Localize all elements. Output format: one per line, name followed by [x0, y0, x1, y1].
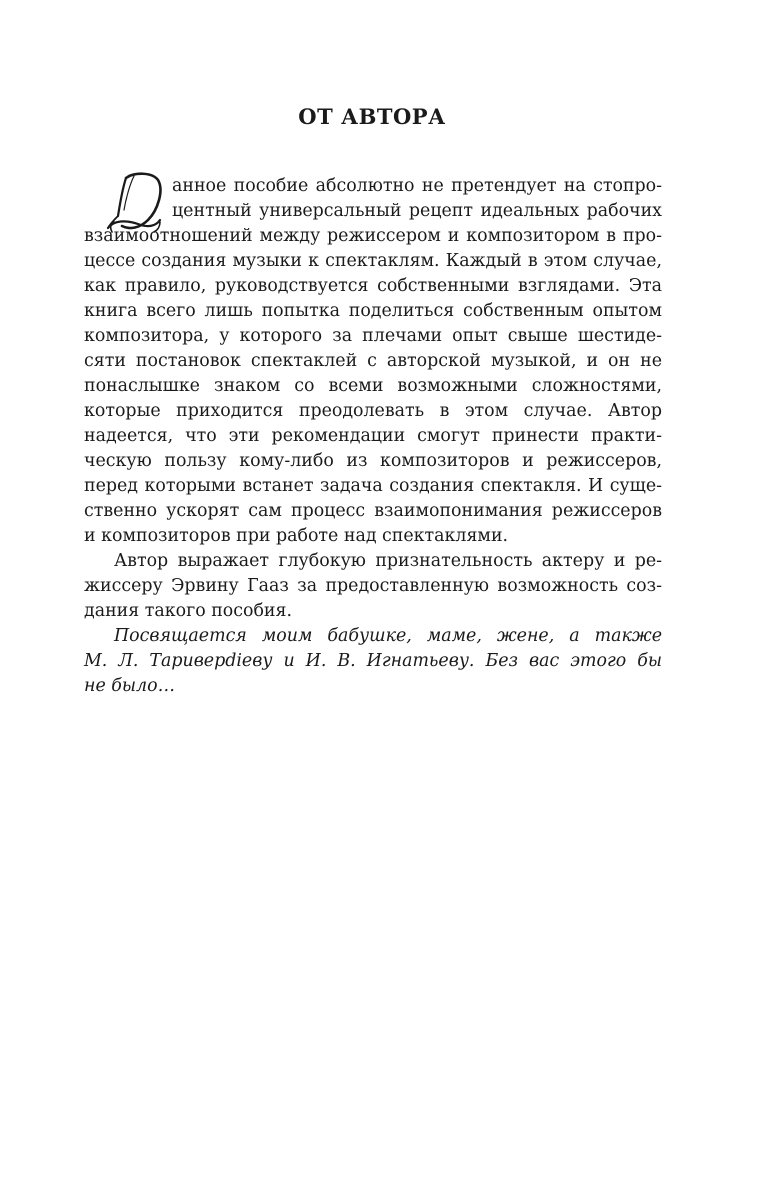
p1-line-14: ственно ускорят сам процесс взаимопонимания режиссеров — [84, 501, 662, 521]
p1-line-4: цессе создания музыки к спектаклям. Каждый в этом случае, — [84, 251, 662, 271]
p1-line-11: надеется, что эти рекомендации смогут принести практи- — [84, 426, 662, 446]
p1-line-7: композитора, у которого за плечами опыт свыше шестиде- — [84, 326, 662, 346]
page-title: ОТ АВТОРА — [298, 104, 446, 129]
p1-line-5: как правило, руководствуется собственными взглядами. Эта — [84, 276, 662, 296]
p1-line-12: ческую пользу кому-либо из композиторов и режиссеров, — [84, 451, 662, 471]
p1-line-10: которые приходится преодолевать в этом случае. Автор — [84, 401, 662, 421]
p3-line-2: М. Л. Тариверdieву и И. В. Игнатьеву. Без вас этого бы — [84, 651, 662, 671]
p1-line-15: и композиторов при работе над спектаклями. — [84, 526, 509, 546]
p2-line-2: жиссеру Эрвину Гааз за предоставленную возможность соз- — [84, 576, 662, 596]
p1-line-13: перед которыми встанет задача создания спектакля. И суще- — [84, 476, 662, 496]
p2-line-3: дания такого пособия. — [84, 601, 293, 621]
p3-line-3: не было… — [84, 676, 175, 696]
p1-line-2: центный универсальный рецепт идеальных рабочих — [172, 201, 662, 221]
p1-line-6: книга всего лишь попытка поделиться собственным опытом — [84, 301, 662, 321]
p3-line-1: Посвящается моим бабушке, маме, жене, а также — [114, 626, 662, 646]
p1-line-8: сяти постановок спектаклей с авторской музыкой, и он не — [84, 351, 662, 371]
p1-line-3: взаимоотношений между режиссером и композитором в про- — [84, 226, 662, 246]
p1-line-1: анное пособие абсолютно не претендует на стопро- — [172, 176, 662, 196]
p2-line-1: Автор выражает глубокую признательность актеру и ре- — [114, 551, 662, 571]
p1-line-9: понаслышке знаком со всеми возможными сложностями, — [84, 376, 662, 396]
